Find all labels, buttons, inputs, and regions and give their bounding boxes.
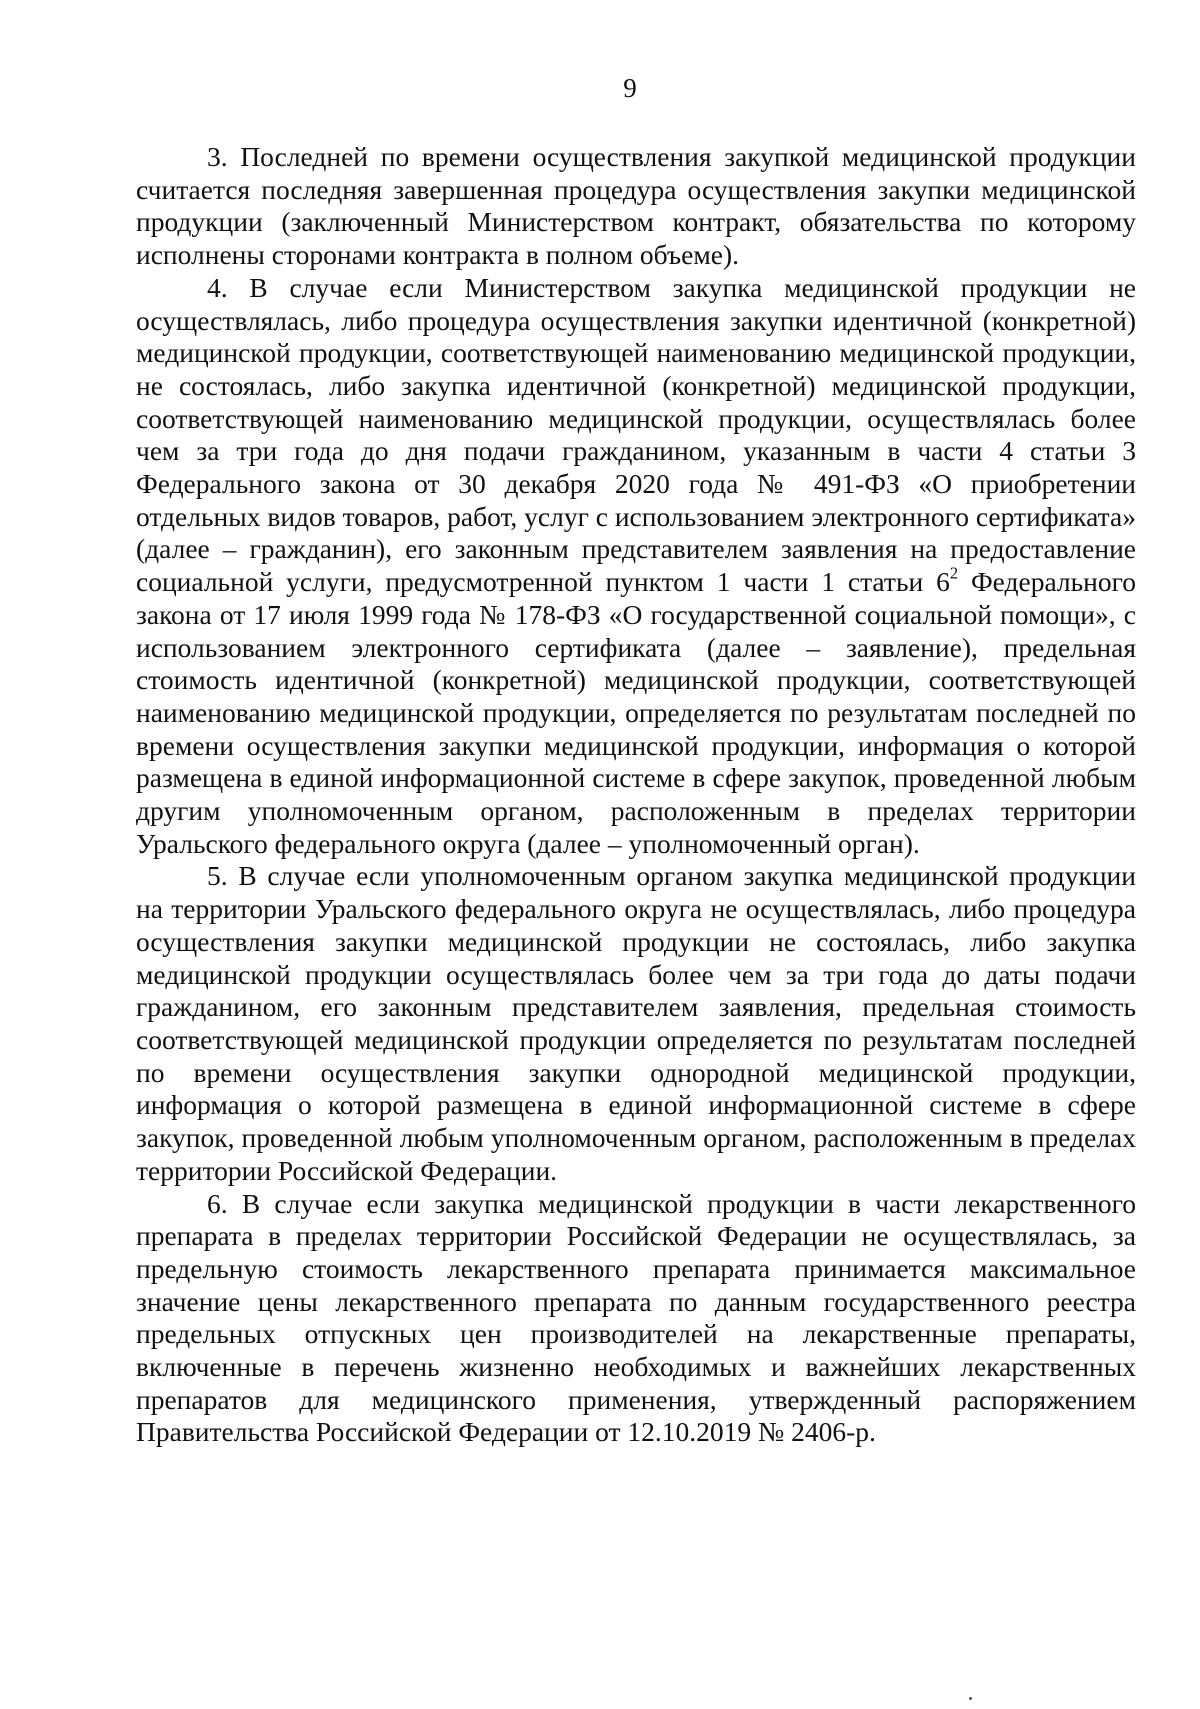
article-superscript: 2	[949, 563, 959, 583]
document-body	[136, 141, 1136, 1449]
scan-speck	[969, 1697, 972, 1700]
page-number: 9	[623, 73, 637, 103]
paragraph-4-text-end: Федерального закона от 17 июля 1999 года № 178-ФЗ «О государственной социальной помощи», с использованием электронного сертификата (далее – заявление), предельная стоимость идентичной (конкретной) медицинской продукции, соответствующей наименованию медицинской продукции, определяется по результатам последней по времени осуществления закупки медицинской продукции, информация о которой размещена в единой информационной системе в сфере закупок, проведенной любым другим уполномоченным органом, расположенным в пределах территории Уральского федерального округа (далее – уполномоченный орган).	[136, 566, 1136, 859]
paragraph-4	[136, 272, 1136, 861]
paragraph-5: 5. В случае если уполномоченным органом закупка медицинской продукции на территории Уральского федерального округа не осуществлялась, либо процедура осуществления закупки медицинской продукции не состоялась, либо закупка медицинской продукции осуществлялась более чем за три года до даты подачи гражданином, его законным представителем заявления, предельная стоимость соответствующей медицинской продукции определяется по результатам последней по времени осуществления закупки однородной медицинской продукции, информация о которой размещена в единой информационной системе в сфере закупок, проведенной любым уполномоченным органом, расположенным в пределах территории Российской Федерации.	[136, 860, 1136, 1186]
paragraph-3: 3. Последней по времени осуществления закупкой медицинской продукции считается последняя завершенная процедура осуществления закупки медицинской продукции (заключенный Министерством контракт, обязательства по которому исполнены сторонами контракта в полном объеме).	[136, 141, 1136, 271]
paragraph-6: 6. В случае если закупка медицинской продукции в части лекарственного препарата в пределах территории Российской Федерации не осуществлялась, за предельную стоимость лекарственного препарата принимается максимальное значение цены лекарственного препарата по данным государственного реестра предельных отпускных цен производителей на лекарственные препараты, включенные в перечень жизненно необходимых и важнейших лекарственных препаратов для медицинского применения, утвержденный распоряжением Правительства Российской Федерации от 12.10.2019 № 2406-р.	[136, 1187, 1136, 1448]
paragraph-4-text-start: 4. В случае если Министерством закупка медицинской продукции не осуществлялась, либо процедура осуществления закупки идентичной (конкретной) медицинской продукции, соответствующей наименованию медицинской продукции, не состоялась, либо закупка идентичной (конкретной) медицинской продукции, соответствующей наименованию медицинской продукции, осуществлялась более чем за три года до дня подачи гражданином, указанным в части 4 статьи 3 Федерального закона от 30 декабря 2020 года № 491-ФЗ «О приобретении отдельных видов товаров, работ, услуг с использованием электронного сертификата» (далее – гражданин), его законным представителем заявления на предоставление социальной услуги, предусмотренной пунктом 1 части 1 статьи 6	[136, 271, 1136, 598]
